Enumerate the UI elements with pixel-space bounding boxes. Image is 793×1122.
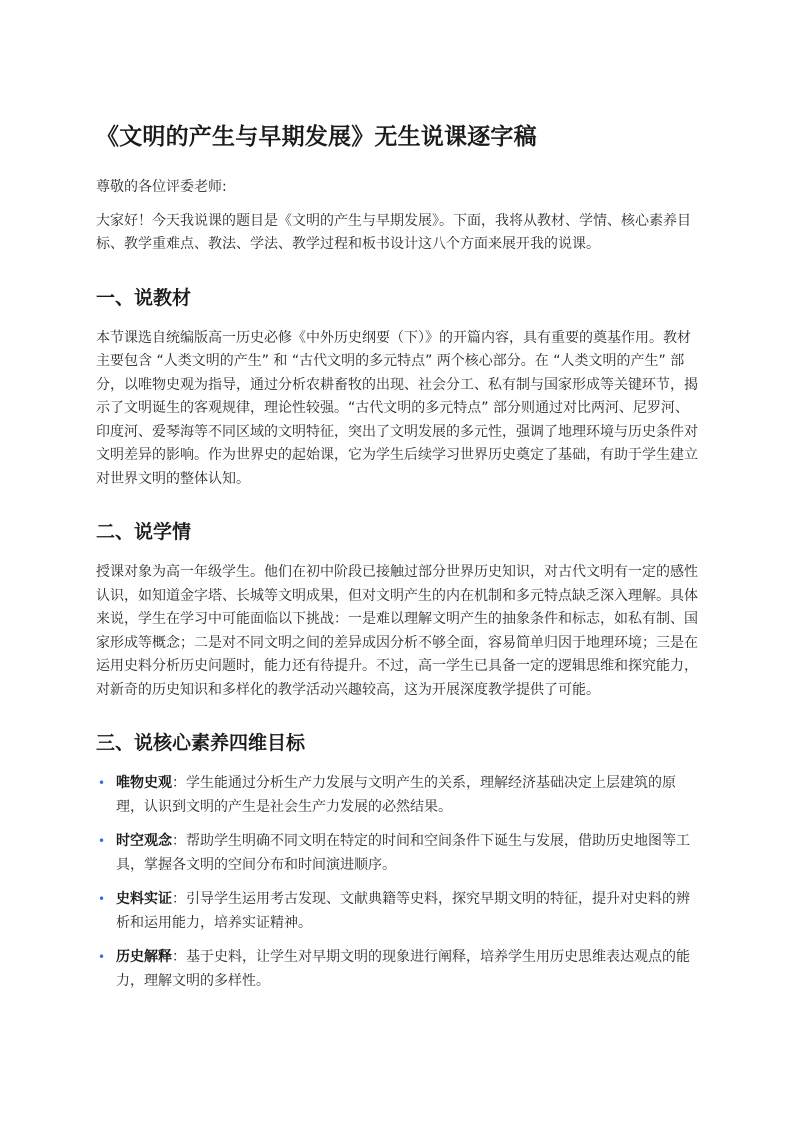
- section-heading-textbook: 一、说教材: [96, 286, 192, 309]
- list-item: [96, 888, 700, 935]
- bullet-icon: •: [98, 776, 106, 790]
- section-body-students: 授课对象为高一年级学生。他们在初中阶段已接触过部分世界历史知识，对古代文明有一定的感性认识，如知道金字塔、长城等文明成果，但对文明产生的内在机制和多元特点缺乏深入理解。具体来说，学生在学习中可能面临以下挑战：一是难以理解文明产生的抽象条件和标志，如私有制、国家形成等概念；二是对不同文明之间的差异成因分析不够全面，容易简单归因于地理环境；三是在运用史料分析历史问题时，能力还有待提升。不过，高一学生已具备一定的逻辑思维和探究能力，对新奇的历史知识和多样化的教学活动兴趣较高，这为开展深度教学提供了可能。: [96, 564, 698, 698]
- document-title: 《文明的产生与早期发展》无生说课逐字稿: [96, 124, 537, 150]
- goal-text: ：基于史料，让学生对早期文明的现象进行阐释，培养学生用历史思维表达观点的能力，理解文明的多样性。: [116, 949, 690, 989]
- list-item: [96, 830, 700, 877]
- goal-term: 史料实证: [116, 891, 172, 907]
- goal-term: 时空观念: [116, 833, 172, 849]
- bullet-icon: •: [98, 834, 106, 848]
- bullet-icon: •: [98, 892, 106, 906]
- goal-text: ：引导学生运用考古发现、文献典籍等史料，探究早期文明的特征，提升对史料的辨析和运用能力，培养实证精神。: [116, 891, 690, 931]
- goal-text: ：帮助学生明确不同文明在特定的时间和空间条件下诞生与发展，借助历史地图等工具，掌握各文明的空间分布和时间演进顺序。: [116, 833, 690, 873]
- section-body-textbook: 本节课选自统编版高一历史必修《中外历史纲要（下）》的开篇内容，具有重要的奠基作用。教材主要包含 “人类文明的产生” 和 “古代文明的多元特点” 两个核心部分。在 “人类文明的产生” 部分，以唯物史观为指导，通过分析农耕畜牧的出现、社会分工、私有制与国家形成等关键环节，揭示了文明诞生的客观规律，理论性较强。“古代文明的多元特点” 部分则通过对比两河、尼罗河、印度河、爱琴海等不同区域的文明特征，突出了文明发展的多元性，强调了地理环境与历史条件对文明差异的影响。作为世界史的起始课，它为学生后续学习世界历史奠定了基础，有助于学生建立对世界文明的整体认知。: [96, 329, 698, 487]
- section-heading-students: 二、说学情: [96, 521, 192, 543]
- bullet-icon: •: [98, 950, 106, 964]
- document-page: [96, 120, 700, 1004]
- intro-paragraph: 大家好！今天我说课的题目是《文明的产生与早期发展》。下面，我将从教材、学情、核心素养目标、教学重难点、教法、学法、教学过程和板书设计这八个方面来展开我的说课。: [96, 212, 691, 252]
- goal-term: 历史解释: [116, 949, 172, 965]
- salutation: 尊敬的各位评委老师:: [96, 179, 227, 195]
- list-item: [96, 946, 700, 993]
- goal-term: 唯物史观: [116, 775, 172, 791]
- goal-text: ：学生能通过分析生产力发展与文明产生的关系，理解经济基础决定上层建筑的原理，认识到文明的产生是社会生产力发展的必然结果。: [116, 775, 676, 815]
- section-heading-goals: 三、说核心素养四维目标: [96, 732, 306, 754]
- list-item: [96, 772, 700, 819]
- goals-list: [96, 772, 700, 993]
